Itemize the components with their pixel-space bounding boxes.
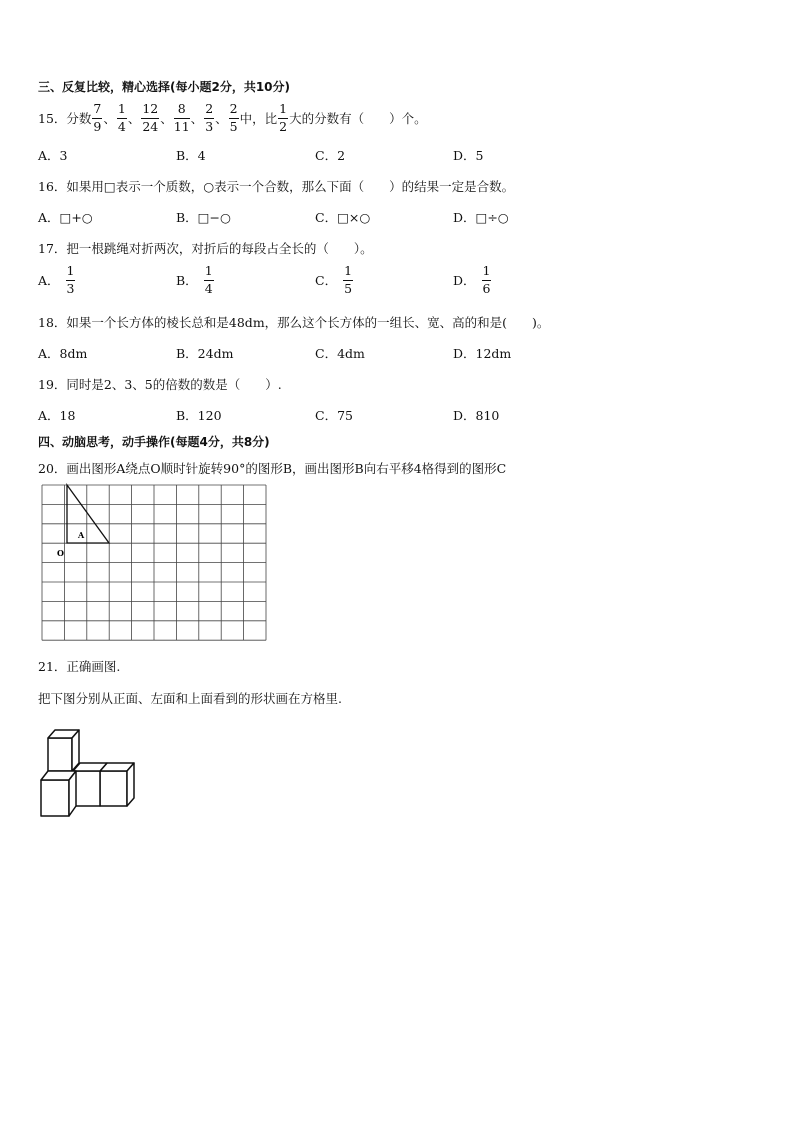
q17-option-d[interactable]: [453, 265, 492, 295]
q17-option-b[interactable]: [176, 265, 215, 295]
question-15: [38, 100, 427, 136]
q16-option-a[interactable]: A．□+○: [38, 210, 93, 225]
q15-fraction-5: $\frac{2}{3}$: [205, 101, 214, 134]
q15-middle: 中，比: [239, 111, 278, 126]
q17-option-a-label: A．: [38, 273, 60, 288]
q15-prefix: 15．分数: [38, 111, 92, 126]
cube-right: [100, 763, 134, 806]
q15-fraction-2: $\frac{1}{4}$: [117, 101, 126, 134]
q17-option-b-label: B．: [176, 273, 198, 288]
q18-option-a[interactable]: A．8dm: [38, 346, 88, 361]
q19-option-a[interactable]: A．18: [38, 408, 76, 423]
point-o-label: O: [57, 548, 64, 558]
cube-stack-figure: [38, 724, 138, 820]
q17-option-c-fraction: $\frac{1}{5}$: [344, 263, 353, 296]
question-16: 16．如果用□表示一个质数，○表示一个合数，那么下面（ ）的结果一定是合数。: [38, 179, 515, 194]
q18-option-c[interactable]: C．4dm: [315, 346, 365, 361]
q15-compare-fraction: $\frac{1}{2}$: [279, 101, 288, 134]
question-21: 21．正确画图.: [38, 659, 121, 674]
question-19: 19．同时是2、3、5的倍数的数是（ ）.: [38, 377, 282, 392]
cube-top: [48, 730, 79, 771]
q18-option-d[interactable]: D．12dm: [453, 346, 512, 361]
q16-option-c[interactable]: C．□×○: [315, 210, 371, 225]
question-17: 17．把一根跳绳对折两次，对折后的每段占全长的（ ）。: [38, 241, 373, 256]
section-3-heading: 三、反复比较，精心选择(每小题2分，共10分): [38, 80, 291, 94]
q16-option-b[interactable]: B．□−○: [176, 210, 231, 225]
q17-option-b-fraction: $\frac{1}{4}$: [204, 263, 213, 296]
section-4-heading: 四、动脑思考，动手操作(每题4分，共8分): [38, 435, 270, 449]
shape-a-label: A: [78, 530, 85, 540]
q17-option-c-label: C．: [315, 273, 338, 288]
q15-fraction-4: $\frac{8}{11}$: [173, 101, 190, 134]
question-20: 20．画出图形A绕点O顺时针旋转90°的图形B，画出图形B向右平移4格得到的图形C: [38, 461, 507, 476]
q15-suffix: 大的分数有（ ）个。: [289, 111, 427, 126]
q17-option-a-fraction: $\frac{1}{3}$: [66, 263, 75, 296]
q15-option-a[interactable]: A．3: [38, 148, 68, 163]
rotation-grid: [38, 481, 270, 645]
cube-bottom-left: [41, 771, 76, 816]
q19-option-b[interactable]: B．120: [176, 408, 222, 423]
q15-option-c[interactable]: C．2: [315, 148, 346, 163]
q19-option-c[interactable]: C．75: [315, 408, 353, 423]
q15-sep: 、: [190, 111, 204, 126]
q17-option-d-fraction: $\frac{1}{6}$: [482, 263, 491, 296]
q15-fraction-1: $\frac{7}{9}$: [93, 101, 102, 134]
q17-option-d-label: D．: [453, 273, 476, 288]
q15-sep: 、: [215, 111, 228, 126]
q15-fraction-3: $\frac{12}{24}$: [142, 101, 159, 134]
q19-option-d[interactable]: D．810: [453, 408, 500, 423]
q15-sep: 、: [127, 111, 141, 126]
q15-sep: 、: [160, 111, 173, 126]
q15-sep: 、: [103, 111, 116, 126]
question-18: 18．如果一个长方体的棱长总和是48dm，那么这个长方体的一组长、宽、高的和是( )。: [38, 315, 550, 330]
q21-instruction: 把下图分别从正面、左面和上面看到的形状画在方格里.: [38, 691, 342, 706]
q15-option-b[interactable]: B．4: [176, 148, 206, 163]
grid-lines: [42, 485, 266, 640]
q17-option-c[interactable]: [315, 265, 354, 295]
q17-option-a[interactable]: [38, 265, 76, 295]
q18-option-b[interactable]: B．24dm: [176, 346, 234, 361]
q15-fraction-6: $\frac{2}{5}$: [229, 101, 238, 134]
shape-a-triangle: [67, 485, 109, 543]
q15-option-d[interactable]: D．5: [453, 148, 484, 163]
q16-option-d[interactable]: D．□÷○: [453, 210, 509, 225]
